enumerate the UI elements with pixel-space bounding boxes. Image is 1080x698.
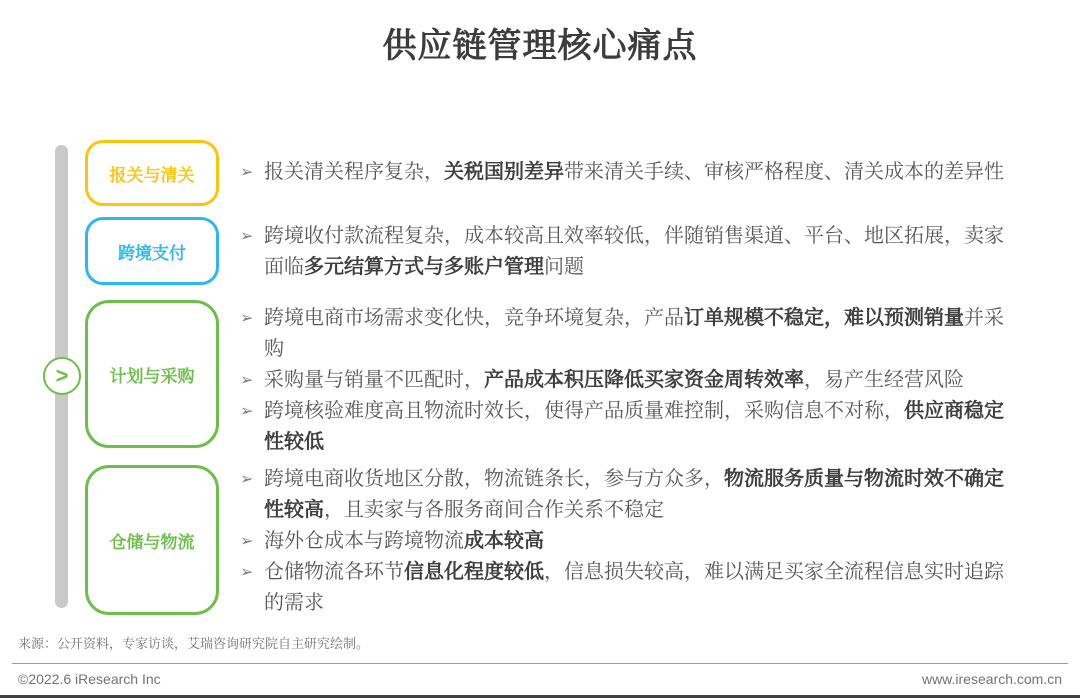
arrow-bullet-icon: ➢: [240, 564, 254, 581]
chevron-right-icon: >: [55, 363, 69, 388]
bullet-item: [240, 396, 1022, 458]
bullet-item: [240, 464, 1022, 526]
bullet-text: 采购量与销量不匹配时，: [264, 369, 484, 391]
bullet-text-bold: 供应商稳定性较低: [264, 400, 1004, 453]
bullet-text: 跨境收付款流程复杂，成本较高且效率较低，伴随销售渠道、平台、地区拓展，卖家面临: [264, 225, 1004, 278]
bullet-text-bold: 订单规模不稳定，难以预测销量: [684, 307, 964, 329]
bullet-text: 海外仓成本与跨境物流: [264, 530, 464, 552]
bullet-text: 报关清关程序复杂，: [264, 161, 444, 183]
bullet-text: ，易产生经营风险: [804, 369, 964, 391]
bullet-text: 仓储物流各环节: [264, 561, 404, 583]
arrow-bullet-icon: ➢: [240, 164, 254, 181]
bullet-text: ，且卖家与各服务商间合作关系不稳定: [324, 499, 664, 521]
bullet-item: [240, 303, 1022, 365]
bullet-text: 带来清关手续、审核严格程度、清关成本的差异性: [564, 161, 1004, 183]
arrow-bullet-icon: ➢: [240, 471, 254, 488]
bullet-list-cross-border-payment: [240, 221, 1022, 283]
topic-box-customs-clearance: [85, 140, 219, 206]
topic-label-cross-border-payment: 跨境支付: [118, 243, 186, 263]
bullet-item: [240, 557, 1022, 619]
bullet-text-bold: 信息化程度较低: [404, 561, 544, 583]
topic-label-planning-procurement: 计划与采购: [109, 366, 195, 386]
arrow-bullet-icon: ➢: [240, 533, 254, 550]
website-url: www.iresearch.com.cn: [921, 671, 1062, 687]
bullet-text-bold: 多元结算方式与多账户管理: [304, 256, 544, 278]
bullet-item: [240, 221, 1022, 283]
bullet-text-bold: 物流服务质量与物流时效不确定性较高: [264, 468, 1004, 521]
topic-box-warehousing-logistics: [85, 465, 219, 615]
bullet-text: 跨境核验难度高且物流时效长，使得产品质量难控制，采购信息不对称，: [264, 400, 904, 422]
bullet-text: 问题: [544, 256, 584, 278]
topic-label-warehousing-logistics: 仓储与物流: [109, 532, 195, 552]
bullet-text-bold: 产品成本积压降低买家资金周转效率: [484, 369, 804, 391]
bullet-list-planning-procurement: [240, 303, 1022, 458]
topic-label-customs-clearance: 报关与清关: [109, 165, 195, 185]
topic-box-cross-border-payment: [85, 217, 219, 285]
bullet-item: [240, 365, 1022, 396]
chevron-circle-icon: [43, 357, 81, 395]
footer-divider: [12, 663, 1068, 664]
bullet-text: 跨境电商收货地区分散，物流链条长，参与方众多，: [264, 468, 724, 490]
bullet-text: ，信息损失较高，难以满足买家全流程信息实时追踪的需求: [264, 561, 1004, 614]
bullet-text-bold: 关税国别差异: [444, 161, 564, 183]
bullet-text: 跨境电商市场需求变化快，竞争环境复杂，产品: [264, 307, 684, 329]
topic-box-planning-procurement: [85, 300, 219, 448]
bullet-text-bold: 成本较高: [464, 530, 544, 552]
source-note: 来源：公开资料，专家访谈，艾瑞咨询研究院自主研究绘制。: [18, 636, 370, 651]
bullet-list-warehousing-logistics: [240, 464, 1022, 619]
bullet-list-customs-clearance: [240, 157, 1022, 188]
page-title: 供应链管理核心痛点: [382, 27, 698, 65]
bullet-item: [240, 157, 1022, 188]
copyright-text: ©2022.6 iResearch Inc: [18, 671, 161, 687]
bullet-item: [240, 526, 1022, 557]
arrow-bullet-icon: ➢: [240, 372, 254, 389]
arrow-bullet-icon: ➢: [240, 403, 254, 420]
arrow-bullet-icon: ➢: [240, 228, 254, 245]
arrow-bullet-icon: ➢: [240, 310, 254, 327]
bullet-text: 并采购: [264, 307, 1004, 360]
